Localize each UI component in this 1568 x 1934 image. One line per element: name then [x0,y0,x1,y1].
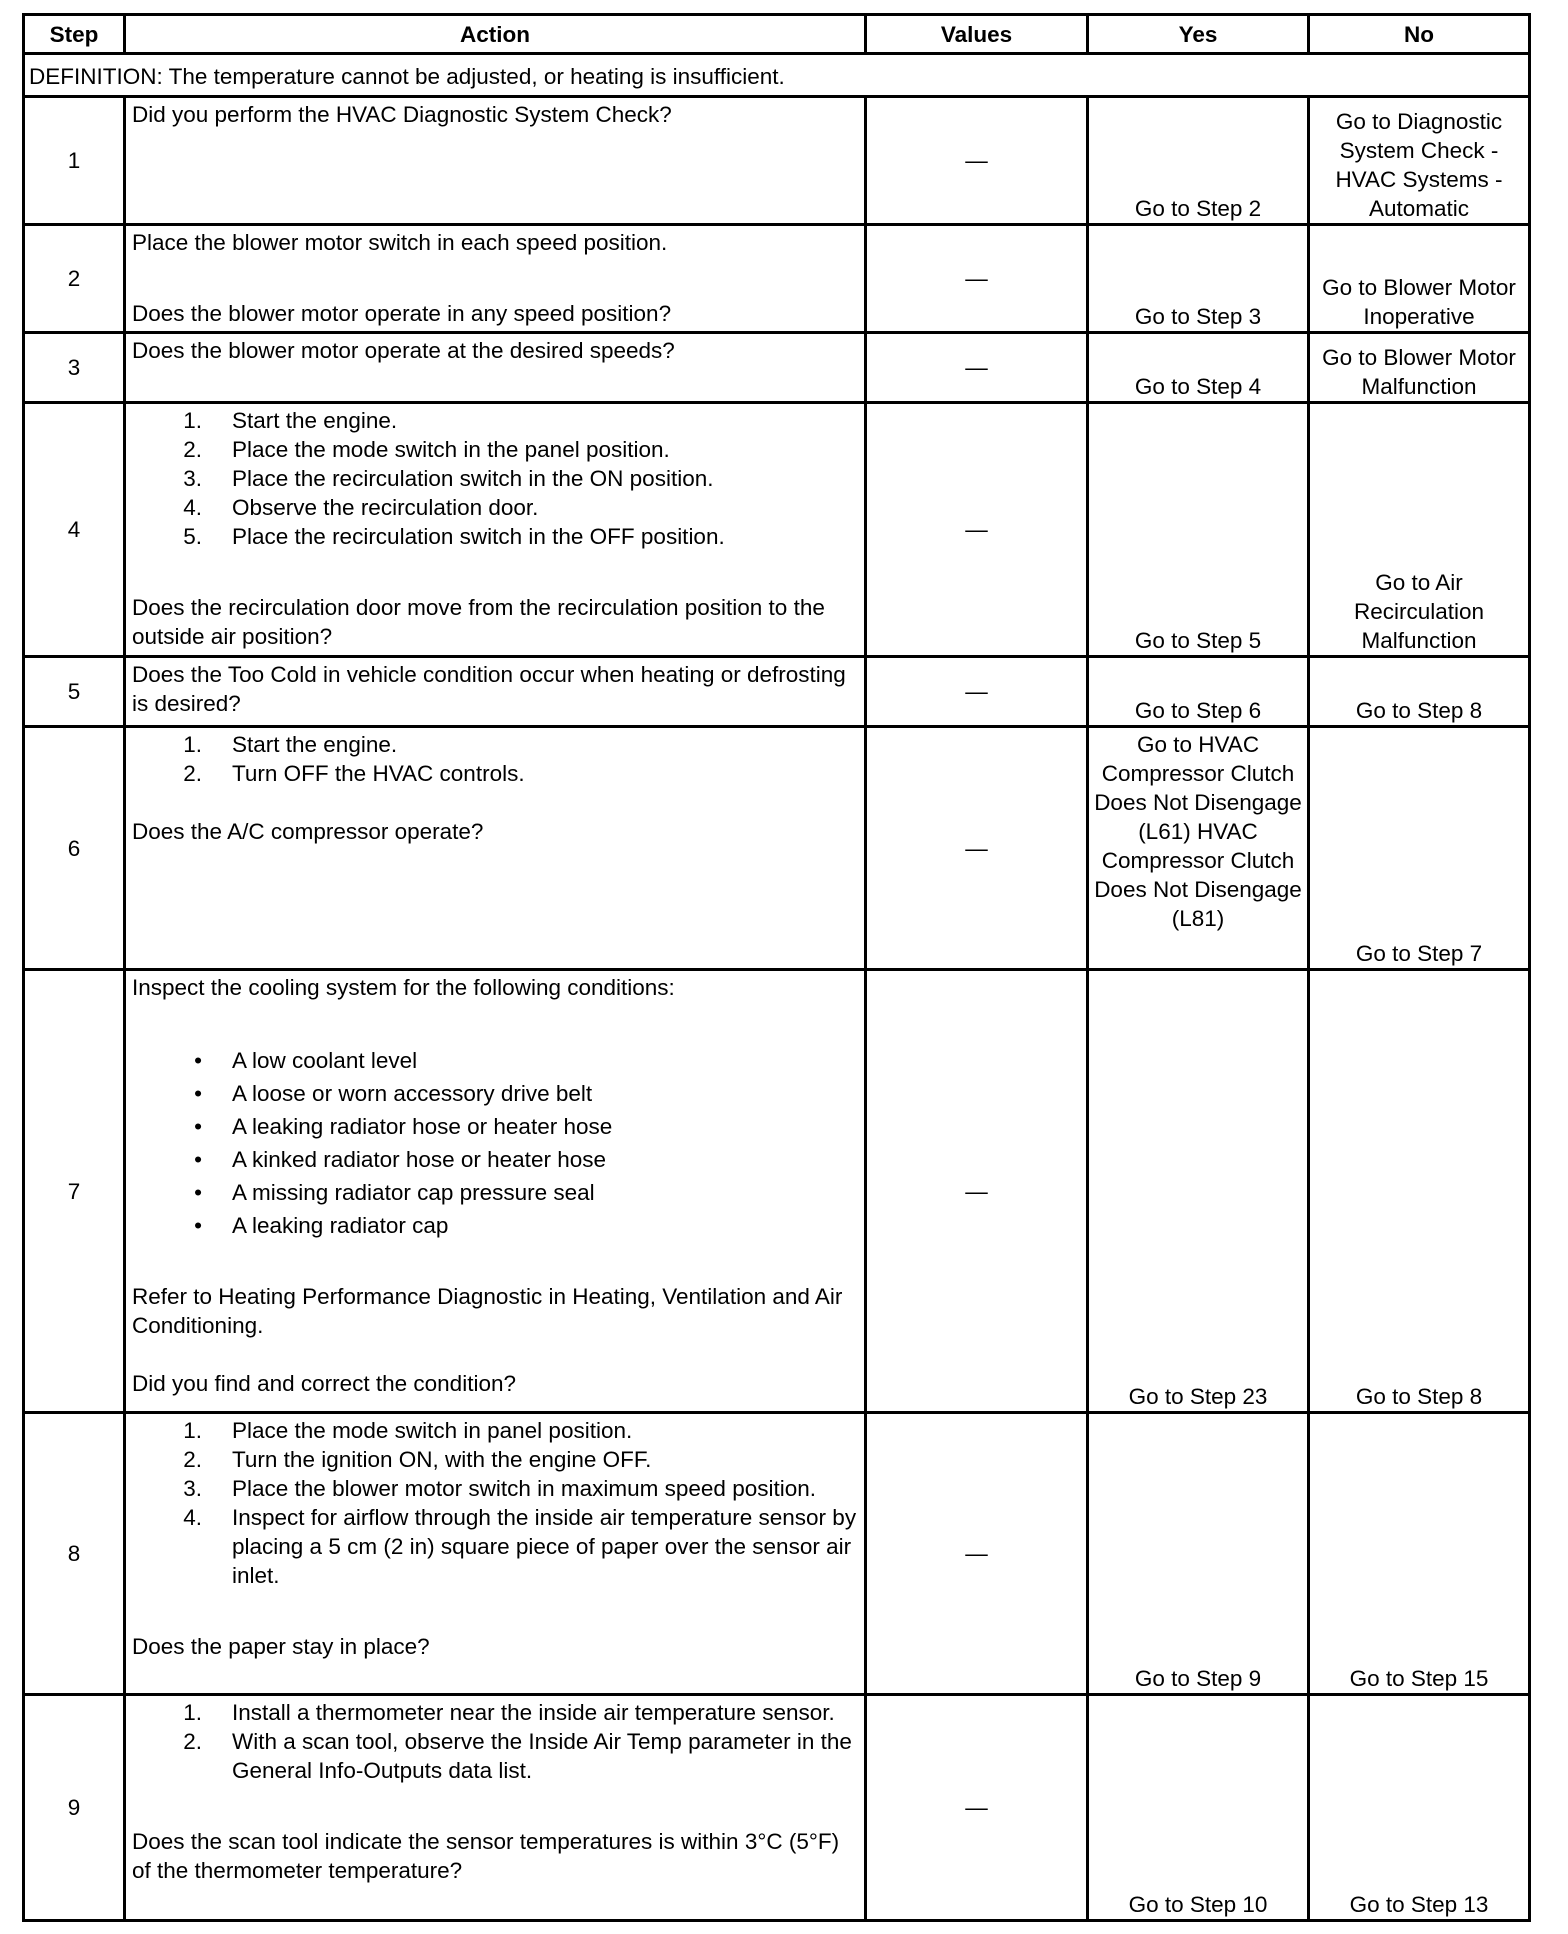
action-cell [125,657,866,727]
table-row [24,727,1530,970]
values-cell: — [866,970,1088,1413]
action-cell [125,333,866,403]
no-cell: Go to Air Recirculation Malfunction [1309,403,1530,657]
yes-cell: Go to Step 9 [1088,1413,1309,1695]
values-cell: — [866,225,1088,333]
step-number: 4 [24,403,125,657]
step-number: 6 [24,727,125,970]
values-cell: — [866,1695,1088,1921]
list-item: • A leaking radiator cap [194,1213,449,1238]
yes-cell: Go to Step 23 [1088,970,1309,1413]
action-question: Did you perform the HVAC Diagnostic System Check? [132,102,672,127]
yes-cell: Go to Step 3 [1088,225,1309,333]
numbered-list [132,406,860,551]
step-number: 2 [24,225,125,333]
list-item: 2. Turn the ignition ON, with the engine OFF. [183,1447,652,1472]
action-intro: Place the blower motor switch in each speed position. [132,230,668,255]
numbered-list [132,730,860,788]
list-item: 1. Start the engine. [183,732,398,757]
table-row [24,403,1530,657]
header-no: No [1309,15,1530,54]
list-item: 1. Place the mode switch in panel position. [183,1418,633,1443]
action-question: Does the A/C compressor operate? [132,819,484,844]
list-item: 3. Place the blower motor switch in maximum speed position. [183,1476,817,1501]
action-intro: Inspect the cooling system for the following conditions: [132,975,675,1000]
list-item: 4. Inspect for airflow through the inside air temperature sensor by placing a 5 cm (2 in) square piece of paper over the sensor air inlet. [183,1505,857,1588]
action-question: Does the blower motor operate in any speed position? [132,301,672,326]
action-cell [125,97,866,225]
list-item: 2. Turn OFF the HVAC controls. [183,761,525,786]
list-item: 5. Place the recirculation switch in the OFF position. [183,524,725,549]
header-row [24,15,1530,54]
action-question: Does the blower motor operate at the desired speeds? [132,338,675,363]
action-cell [125,1413,866,1695]
no-cell: Go to Step 8 [1309,970,1530,1413]
action-question: Does the scan tool indicate the sensor temperatures is within 3°C (5°F) of the thermometer temperature? [132,1829,840,1883]
step-number: 7 [24,970,125,1413]
yes-cell: Go to HVAC Compressor Clutch Does Not Disengage (L61) HVAC Compressor Clutch Does Not Disengage (L81) [1088,727,1309,970]
header-values: Values [866,15,1088,54]
table-row [24,225,1530,333]
action-cell [125,225,866,333]
no-cell: Go to Step 7 [1309,727,1530,970]
action-refer: Refer to Heating Performance Diagnostic in Heating, Ventilation and Air Conditioning. [132,1284,843,1338]
values-cell: — [866,727,1088,970]
values-cell: — [866,403,1088,657]
definition-row [24,54,1530,97]
no-cell: Go to Step 13 [1309,1695,1530,1921]
action-cell [125,403,866,657]
values-cell: — [866,333,1088,403]
definition-text: DEFINITION: The temperature cannot be adjusted, or heating is insufficient. [24,54,1530,97]
list-item: 3. Place the recirculation switch in the ON position. [183,466,714,491]
no-cell: Go to Blower Motor Inoperative [1309,225,1530,333]
step-number: 5 [24,657,125,727]
action-question: Did you find and correct the condition? [132,1371,516,1396]
values-cell: — [866,1413,1088,1695]
values-cell: — [866,657,1088,727]
action-question: Does the Too Cold in vehicle condition occur when heating or defrosting is desired? [132,662,846,716]
step-number: 1 [24,97,125,225]
list-item: • A missing radiator cap pressure seal [194,1180,595,1205]
numbered-list [132,1698,860,1785]
diagnostic-document [22,13,1531,1922]
step-number: 9 [24,1695,125,1921]
table-row [24,657,1530,727]
action-question: Does the paper stay in place? [132,1634,430,1659]
no-cell: Go to Diagnostic System Check - HVAC Systems - Automatic [1309,97,1530,225]
yes-cell: Go to Step 6 [1088,657,1309,727]
table-row [24,1413,1530,1695]
list-item: • A leaking radiator hose or heater hose [194,1114,613,1139]
step-number: 3 [24,333,125,403]
table-row [24,970,1530,1413]
step-number: 8 [24,1413,125,1695]
action-question: Does the recirculation door move from the recirculation position to the outside air position? [132,595,825,649]
yes-cell: Go to Step 4 [1088,333,1309,403]
list-item: 2. Place the mode switch in the panel position. [183,437,670,462]
list-item: 1. Install a thermometer near the inside air temperature sensor. [183,1700,835,1725]
no-cell: Go to Step 15 [1309,1413,1530,1695]
list-item: 1. Start the engine. [183,408,398,433]
list-item: • A kinked radiator hose or heater hose [194,1147,606,1172]
values-cell: — [866,97,1088,225]
numbered-list [132,1416,860,1590]
list-item: 2. With a scan tool, observe the Inside Air Temp parameter in the General Info-Outputs data list. [183,1729,852,1783]
no-cell: Go to Step 8 [1309,657,1530,727]
list-item: 4. Observe the recirculation door. [183,495,539,520]
action-cell [125,1695,866,1921]
header-yes: Yes [1088,15,1309,54]
yes-cell: Go to Step 10 [1088,1695,1309,1921]
yes-cell: Go to Step 2 [1088,97,1309,225]
table-row [24,1695,1530,1921]
yes-cell: Go to Step 5 [1088,403,1309,657]
action-cell [125,727,866,970]
header-action: Action [125,15,866,54]
bullet-list [132,1044,860,1242]
header-step: Step [24,15,125,54]
action-cell [125,970,866,1413]
no-cell: Go to Blower Motor Malfunction [1309,333,1530,403]
table-row [24,97,1530,225]
list-item: • A loose or worn accessory drive belt [194,1081,593,1106]
diagnostic-table [22,13,1531,1922]
table-row [24,333,1530,403]
list-item: • A low coolant level [194,1048,418,1073]
